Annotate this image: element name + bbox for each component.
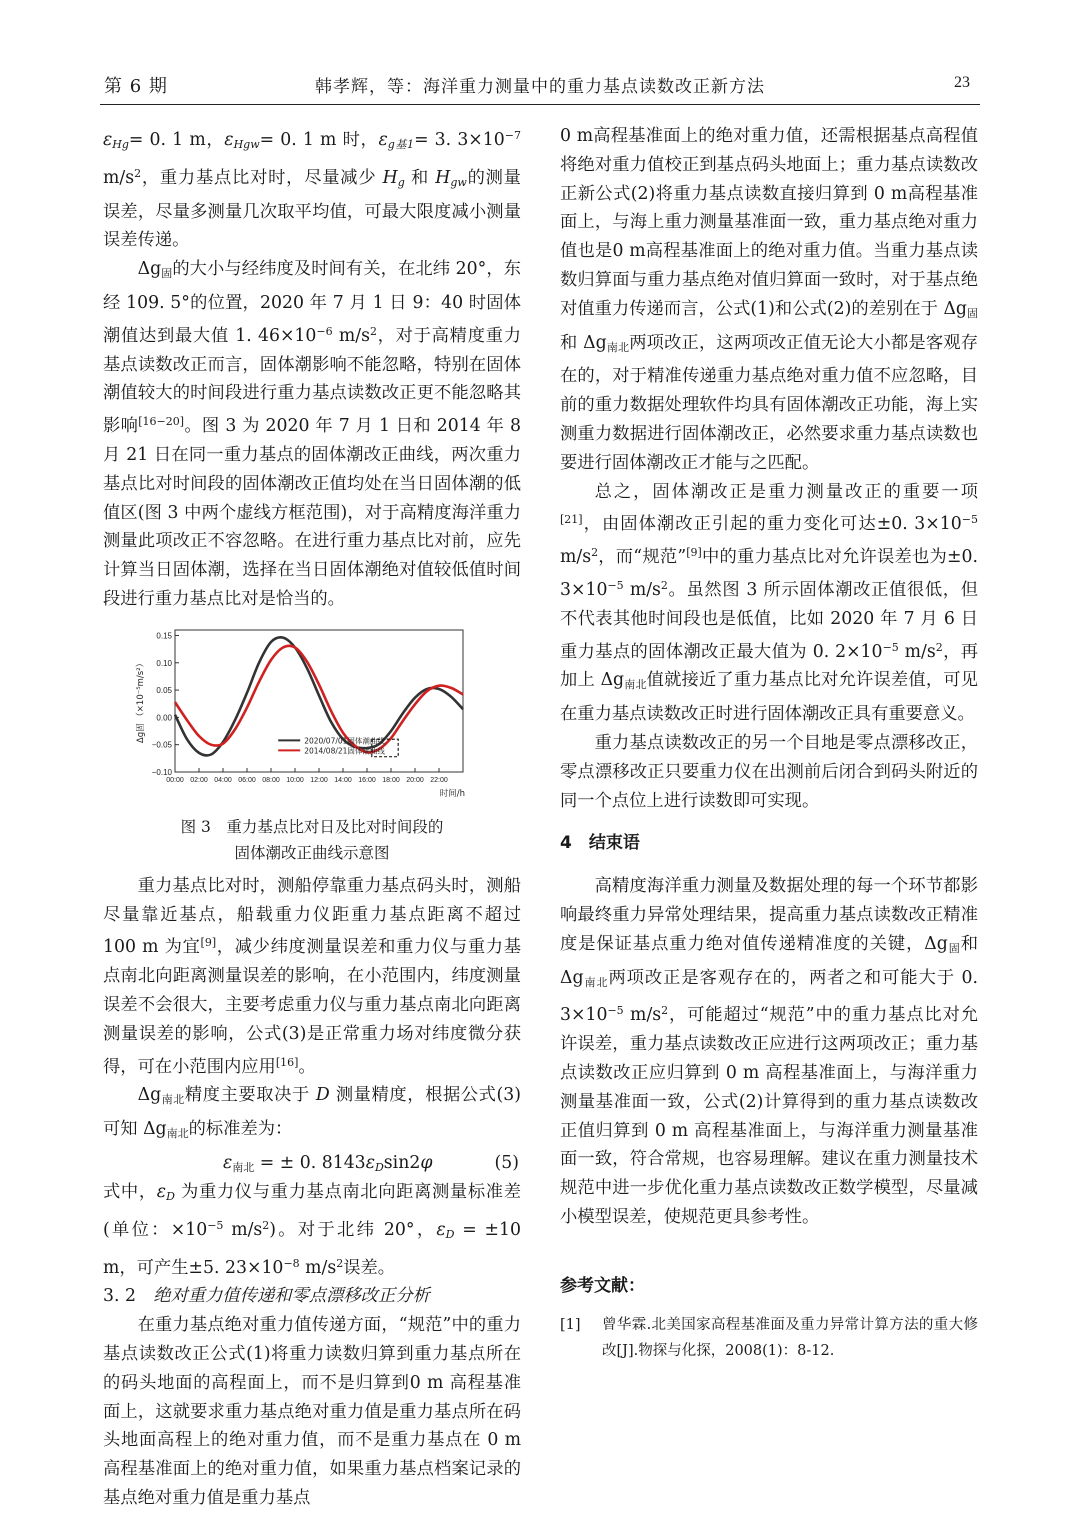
section-number: 3. 2 (103, 1286, 136, 1307)
running-title: 韩孝辉，等：海洋重力测量中的重力基点读数改正新方法 (315, 77, 765, 97)
y-tick-label: −0.05 (151, 740, 172, 750)
reference-text: 曾华霖.北美国家高程基准面及重力异常计算方法的重大修改[J].物探与化探，2008(1)：8-12. (602, 1317, 978, 1360)
figure-3 (103, 622, 521, 810)
tide-chart (133, 622, 493, 802)
paragraph-zero-drift: 重力基点读数改正的另一个目地是零点漂移改正，零点漂移改正只要重力仪在出测前后闭合到码头附近的同一个点位上进行读数即可实现。 (560, 732, 978, 811)
paragraph-conclusion: 高精度海洋重力测量及数据处理的每一个环节都影响最终重力异常处理结果，提高重力基点读数改正精准度是保证基点重力绝对值传递精准度的关键，$\Delta g_固$和 $\Delta g_{南北}$两项改正是客观存在的，两者之和可能大于 0. $3\times 10^{-5}$ $m/s^2$，可能超过“规范”中的重力基点比对允许误差，重力基点读数改正应进行这两项改正；重力基点读数改正应归算到 0 m 高程基准面上，与海洋重力测量基准面一致，公式(2)计算得到的重力基点读数改正值归算到 0 m 高程基准面上，与海洋重力测量基准面一致，符合常规，也容易理解。建议在重力测量技术规范中进一步优化重力基点读数改正数学模型，尽量减小模型误差，使规范更具参考性。 (560, 876, 979, 1227)
x-tick-label: 12:00 (310, 776, 328, 784)
left-column (103, 122, 521, 1513)
y-tick-label: 0.10 (156, 658, 172, 668)
right-column (560, 122, 978, 1364)
x-tick-label: 04:00 (214, 776, 232, 784)
paragraph-summary-tide: 总之，固体潮改正是重力测量改正的重要一项[21]，由固体潮改正引起的重力变化可达±0. $3\times 10^{-5}$ $m/s^2$，而“规范”[9]中的重力基点比对允许误差也为±0. $3\times 10^{-5}$ $m/s^2$。虽然图 3 所示固体潮改正值很低，但不代表其他时间段也是低值，比如 2020 年 7 月 6 日重力基点的固体潮改正最大值为 0. $2\times 10^{-5}$ $m/s^2$，再加上 $\Delta g_{南北}$值就接近了重力基点比对允许误差值，可见在重力基点读数改正时进行固体潮改正具有重要意义。 (560, 481, 979, 725)
page-header (100, 72, 980, 104)
x-tick-label: 22:00 (430, 776, 448, 784)
page-number: 23 (954, 74, 970, 91)
x-axis-label: 时间/h (439, 788, 465, 799)
citation: [16] (275, 1055, 299, 1069)
legend-label: 2014/08/21固体潮曲线 (304, 746, 385, 756)
x-tick-label: 02:00 (190, 776, 208, 784)
x-tick-label: 16:00 (358, 776, 376, 784)
paragraph-absolute-gravity: 在重力基点绝对重力值传递方面，“规范”中的重力基点读数改正公式(1)将重力读数归算到重力基点所在的码头地面的高程面上，而不是归算到0 m 高程基准面上，这就要求重力基点绝对重力值是重力基点所在码头地面高程上的绝对重力值，而不是重力基点在 0 m 高程基准面上的绝对重力值，如果重力基点档案记录的基点绝对重力值是重力基点 (103, 1315, 521, 1508)
header-divider (100, 104, 980, 105)
equation-number: (5) (494, 1152, 519, 1173)
figure-caption-line-1: 图 3 重力基点比对日及比对时间段的 (180, 817, 444, 836)
x-tick-label: 00:00 (166, 776, 184, 784)
paragraph-north-south-precision: $\Delta g_{南北}$精度主要取决于 D 测量精度，根据公式(3)可知 $\Delta g_{南北}$的标准差为： (103, 1085, 521, 1141)
citation: [9] (686, 546, 702, 560)
citation: [21] (560, 513, 583, 527)
y-tick-label: 0.05 (156, 685, 172, 695)
section-heading-3-2 (103, 1282, 521, 1311)
figure-caption-line-2: 固体潮改正曲线示意图 (234, 843, 390, 862)
section-title: 绝对重力值传递和零点漂移改正分析 (153, 1286, 430, 1307)
y-tick-label: −0.10 (151, 767, 172, 777)
section-number: 4 (560, 833, 572, 854)
references-heading: 参考文献： (560, 1275, 645, 1296)
paragraph-ship-docking: 重力基点比对时，测船停靠重力基点码头时，测船尽量靠近基点，船载重力仪距重力基点距离不超过 100 m 为宜[9]，减少纬度测量误差和重力仪与重力基点南北向距离测量误差的影响，在小范围内，纬度测量误差不会很大，主要考虑重力仪与重力基点南北向距离测量误差的影响，公式(3)是正常重力场对纬度微分获得，可在小范围内应用[16]。 (103, 875, 521, 1077)
x-tick-label: 20:00 (406, 776, 424, 784)
x-tick-label: 10:00 (286, 776, 304, 784)
paragraph-where: 式中，$\varepsilon_D$ 为重力仪与重力基点南北向距离测量标准差(单位：$\times 10^{-5}$ $m/s^2$)。对于北纬 20°，$\varepsilon_D = \pm 10$ m，可产生±5. $23\times 10^{-8}$ $m/s^2$误差。 (103, 1181, 522, 1278)
paragraph-absolute-gravity-cont: 0 m高程基准面上的绝对重力值，还需根据基点高程值将绝对重力值校正到基点码头地面上；重力基点读数改正新公式(2)将重力基点读数直接归算到 0 m高程基准面上，与海上重力测量基准面一致，重力基点绝对重力值也是0 m高程基准面上的绝对重力值。当重力基点读数归算面与重力基点绝对值归算面一致时，对于基点绝对值重力传递而言，公式(1)和公式(2)的差别在于 $\Delta g_固$和 $\Delta g_{南北}$两项改正，这两项改正值无论大小都是客观存在的，对于精准传递重力基点绝对重力值不应忽略，目前的重力数据处理软件均具有固体潮改正功能，海上实测重力数据进行固体潮改正，必然要求重力基点读数也要进行固体潮改正才能与之匹配。 (560, 126, 979, 473)
x-tick-label: 14:00 (334, 776, 352, 784)
section-heading-4 (560, 829, 978, 858)
equation-body: $\varepsilon_{南北}$ = ± 0. $8143\varepsilon_D\sin 2\varphi$ (223, 1152, 433, 1174)
x-tick-label: 08:00 (262, 776, 280, 784)
x-tick-label: 06:00 (238, 776, 256, 784)
citation: [16−20] (138, 415, 184, 429)
paragraph-error-values: $\varepsilon_{Hg}= 0$. 1 m，$\varepsilon_{Hgw}= 0$. 1 m 时，$\varepsilon_{g基1}= 3$. $3\times 10^{-7}$ $m/s^2$，重力基点比对时，尽量减少 $H_g$ 和 $H_{gw}$的测量误差，尽量多测量几次取平均值，可最大限度减小测量误差传递。 (103, 129, 521, 251)
x-tick-label: 18:00 (382, 776, 400, 784)
legend-label: 2020/07/01固体潮曲线 (304, 736, 385, 746)
y-axis-label: Δg固 （×10⁻⁵m/s²） (136, 658, 146, 743)
section-title: 结束语 (588, 833, 640, 854)
citation: [9] (200, 936, 217, 950)
reference-item (560, 1312, 978, 1364)
paragraph-solid-tide: $\Delta g_固$的大小与经纬度及时间有关，在北纬 20°，东经 109. 5°的位置，2020 年 7 月 1 日 9：40 时固体潮值达到最大值 1. $46\times 10^{-6}$ $m/s^2$，对于高精度重力基点读数改正而言，固体潮影响不能忽略，特别在固体潮值较大的时间段进行重力基点读数改正更不能忽略其影响[16−20]。图 3 为 2020 年 7 月 1 日和 2014 年 8 月 21 日在同一重力基点的固体潮改正曲线，两次重力基点比对时间段的固体潮改正值均处在当日固体潮的低值区(图 3 中两个虚线方框范围)，对于高精度海洋重力测量此项改正不容忽略。在进行重力基点比对前，应先计算当日固体潮，选择在当日固体潮绝对值较低值时间段进行重力基点比对是恰当的。 (103, 259, 522, 609)
figure-caption (103, 814, 521, 866)
reference-number: [1] (560, 1317, 581, 1334)
y-tick-label: 0.00 (156, 713, 172, 723)
y-tick-label: 0.15 (156, 631, 172, 641)
equation-5 (103, 1149, 521, 1178)
journal-issue: 第 6 期 (104, 76, 168, 97)
